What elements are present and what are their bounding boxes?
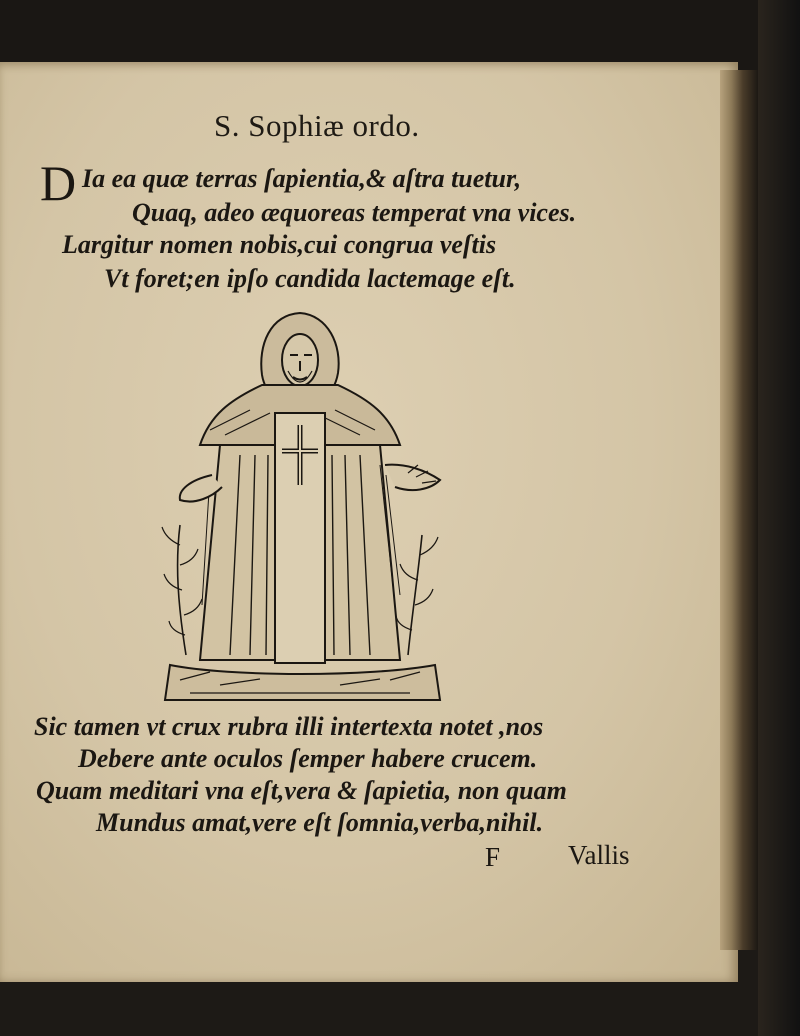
verse1-line-2: Quaq, adeo æquoreas temperat vna vices. (132, 198, 577, 227)
page-heading: S. Sophiæ ordo. (214, 108, 420, 143)
verse1-line-3: Largitur nomen nobis,cui congrua veſtis (62, 230, 497, 259)
book-spine (758, 0, 800, 1036)
signature-mark: F (485, 842, 501, 872)
verse1-line-4: Vt foret;en ipſo candida lactemage eſt. (104, 264, 516, 293)
verse2-line-1: Sic tamen vt crux rubra illi intertexta notet ,nos (34, 712, 544, 741)
verse1-line-1: Ia ea quæ terras ſapientia,& aſtra tuetur, (82, 164, 522, 193)
verse2-line-2: Debere ante oculos ſemper habere crucem. (78, 744, 538, 773)
verse2-line-4: Mundus amat,vere eſt ſomnia,verba,nihil. (96, 808, 544, 837)
drop-cap: D (40, 155, 77, 211)
monk-woodcut-figure-icon (150, 305, 450, 710)
catchword: Vallis (568, 840, 630, 870)
page-edge-stack (720, 70, 758, 950)
verse2-line-3: Quam meditari vna eſt,vera & ſapietia, non quam (36, 776, 567, 805)
